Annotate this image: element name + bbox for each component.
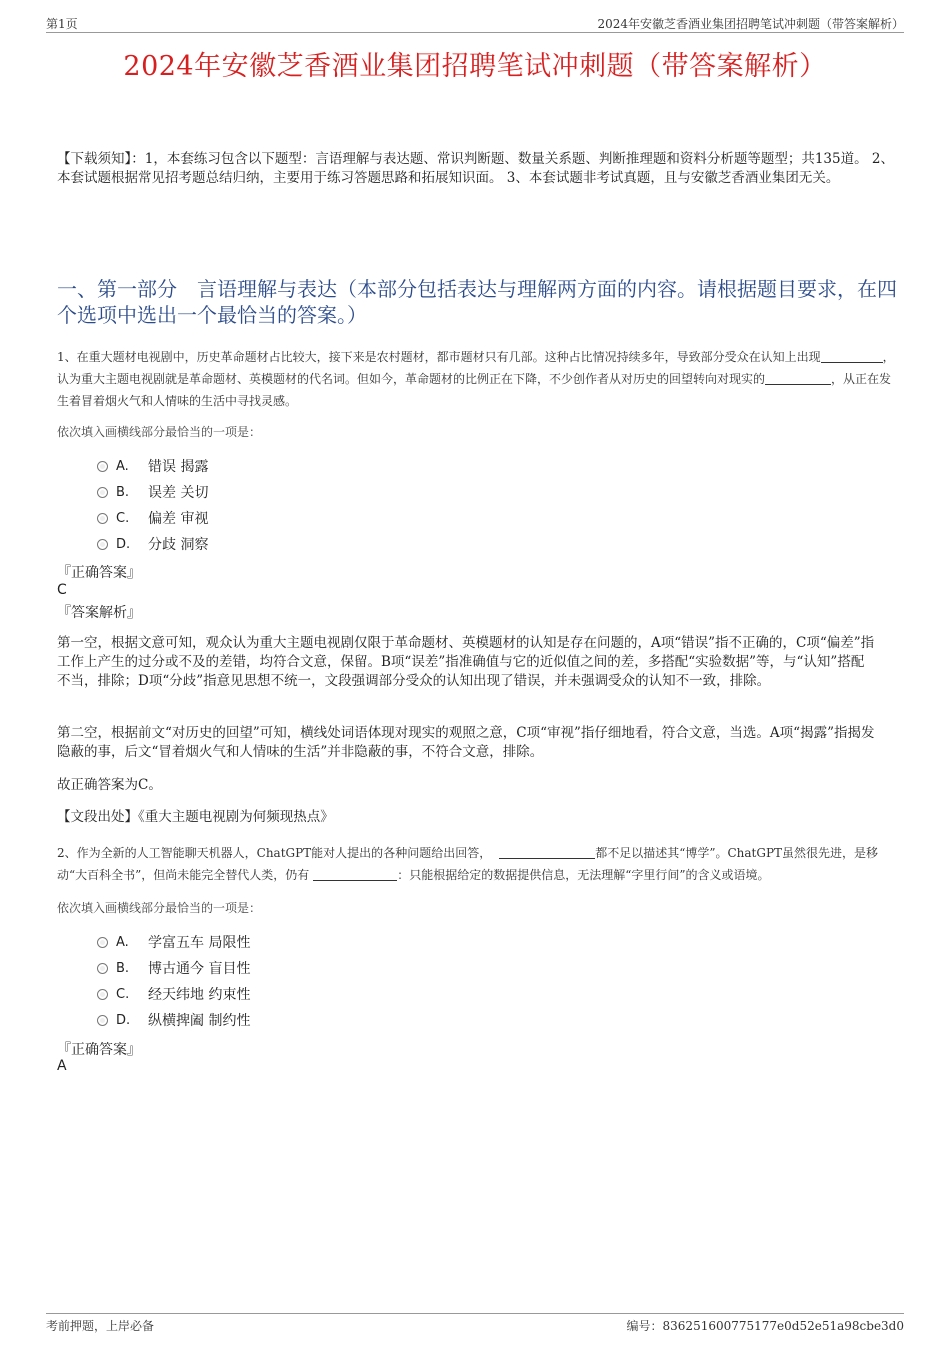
question-2-options bbox=[97, 929, 250, 1033]
option-a[interactable]: A. 学富五车 局限性 bbox=[97, 929, 250, 955]
answer-value: C bbox=[57, 582, 67, 598]
radio-icon[interactable] bbox=[97, 539, 108, 550]
header-doc-title: 2024年安徽芝香酒业集团招聘笔试冲刺题（带答案解析） bbox=[597, 17, 904, 31]
footer-slogan: 考前押题，上岸必备 bbox=[46, 1319, 155, 1333]
option-c[interactable]: C. 经天纬地 约束性 bbox=[97, 981, 250, 1007]
option-c[interactable]: C. 偏差 审视 bbox=[97, 505, 208, 531]
radio-icon[interactable] bbox=[97, 963, 108, 974]
download-notice: 【下载须知】：1，本套练习包含以下题型：言语理解与表达题、常识判断题、数量关系题、判断推理题和资料分析题等题型；共135道。 2、本套试题根据常见招考题总结归纳，主要用于练习答题思路和拓展知识面。 3、本套试题非考试真题，且与安徽芝香酒业集团无关。 bbox=[57, 151, 894, 186]
answer-label: 『正确答案』 bbox=[57, 565, 141, 581]
analysis-paragraph-3: 故正确答案为C。 bbox=[57, 777, 162, 793]
radio-icon[interactable] bbox=[97, 937, 108, 948]
option-a[interactable]: A. 错误 揭露 bbox=[97, 453, 208, 479]
option-b[interactable]: B. 博古通今 盲目性 bbox=[97, 955, 250, 981]
radio-icon[interactable] bbox=[97, 513, 108, 524]
analysis-paragraph-2: 第二空，根据前文“对历史的回望”可知，横线处词语体现对现实的观照之意，C项“审视”指仔细地看，符合文意，当选。A项“揭露”指揭发隐蔽的事，后文“冒着烟火气和人情味的生活”并非隐蔽的事，不符合文意，排除。 bbox=[57, 725, 875, 760]
page-footer bbox=[46, 1313, 904, 1334]
section-title: 一、第一部分 言语理解与表达（本部分包括表达与理解两方面的内容。请根据题目要求，在四个选项中选出一个最恰当的答案。） bbox=[57, 277, 897, 327]
option-d[interactable]: D. 纵横捭阖 制约性 bbox=[97, 1007, 250, 1033]
source-citation: 【文段出处】《重大主题电视剧为何频现热点》 bbox=[57, 809, 334, 825]
question-1-options bbox=[97, 453, 208, 557]
radio-icon[interactable] bbox=[97, 461, 108, 472]
blank-1 bbox=[821, 348, 883, 363]
page-number: 第1页 bbox=[46, 17, 78, 31]
question-1-text: 1、在重大题材电视剧中，历史革命题材占比较大，接下来是农村题材，都市题材只有几部。这种占比情况持续多年，导致部分受众在认知上出现 ，认为重大主题电视剧就是革命题材、英模题材的代名词。但如今，革命题材的比例正在下降，不少创作者从对历史的回望转向对现实的 ，从正在发生着冒着烟火气和人情味的生活中寻找灵感。 bbox=[57, 350, 895, 408]
answer-value: A bbox=[57, 1058, 67, 1074]
analysis-paragraph-1: 第一空，根据文意可知，观众认为重大主题电视剧仅限于革命题材、英模题材的认知是存在问题的，A项“错误”指不正确的，C项“偏差”指工作上产生的过分或不及的差错，均符合文意，保留。B项“误差”指准确值与它的近似值之间的差，多搭配“实验数据”等，与“认知”搭配不当，排除；D项“分歧”指意见思想不统一，文段强调部分受众的认知出现了错误，并未强调受众的认知不一致，排除。 bbox=[57, 635, 875, 689]
radio-icon[interactable] bbox=[97, 487, 108, 498]
blank-2 bbox=[765, 370, 831, 385]
document-title: 2024年安徽芝香酒业集团招聘笔试冲刺题（带答案解析） bbox=[123, 51, 827, 82]
question-2-prompt: 依次填入画横线部分最恰当的一项是： bbox=[57, 901, 262, 915]
analysis-label: 『答案解析』 bbox=[57, 605, 141, 621]
option-d[interactable]: D. 分歧 洞察 bbox=[97, 531, 208, 557]
blank-2 bbox=[313, 866, 397, 881]
blank-1 bbox=[499, 844, 595, 859]
answer-label: 『正确答案』 bbox=[57, 1042, 141, 1058]
document-id: 编号：836251600775177e0d52e51a98cbe3d0 bbox=[626, 1319, 904, 1333]
radio-icon[interactable] bbox=[97, 989, 108, 1000]
radio-icon[interactable] bbox=[97, 1015, 108, 1026]
question-1-prompt: 依次填入画横线部分最恰当的一项是： bbox=[57, 425, 262, 439]
page-header bbox=[46, 12, 904, 33]
option-b[interactable]: B. 误差 关切 bbox=[97, 479, 208, 505]
question-2-text: 2、作为全新的人工智能聊天机器人，ChatGPT能对人提出的各种问题给出回答， 都不足以描述其“博学”。ChatGPT虽然很先进，是移动“大百科全书”，但尚未能完全替代人类，仍有 ：只能根据给定的数据提供信息，无法理解“字里行间”的含义或语境。 bbox=[57, 846, 879, 882]
